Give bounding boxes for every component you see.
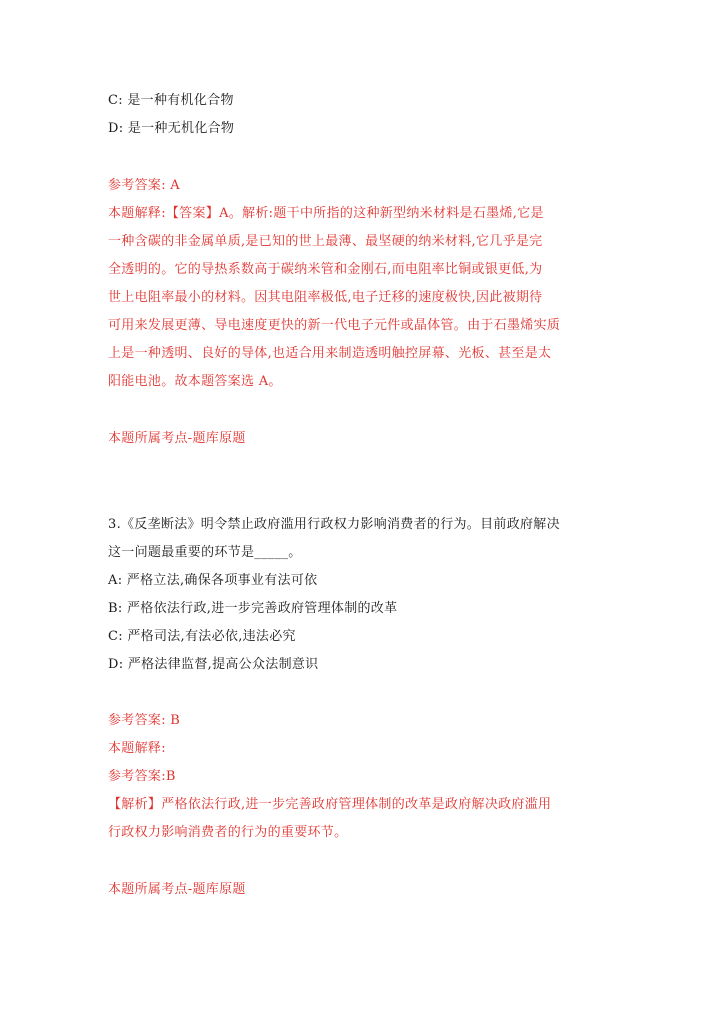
category-label: 本题所属考点-题库原题 bbox=[108, 431, 246, 446]
explanation-line: 上是一种透明、良好的导体,也适合用来制造透明触控屏幕、光板、甚至是太 bbox=[108, 346, 552, 361]
analysis-line: 行政权力影响消费者的行为的重要环节。 bbox=[108, 825, 348, 840]
explanation-line: 一种含碳的非金属单质,是已知的世上最薄、最坚硬的纳米材料,它几乎是完 bbox=[108, 234, 543, 249]
category-label: 本题所属考点-题库原题 bbox=[108, 882, 246, 897]
explanation-line: 可用来发展更薄、导电速度更快的新一代电子元件或晶体管。由于石墨烯实质 bbox=[108, 318, 561, 333]
analysis-line: 【解析】严格依法行政,进一步完善政府管理体制的改革是政府解决政府滥用 bbox=[108, 797, 552, 812]
option-c: C: 是一种有机化合物 bbox=[108, 93, 234, 108]
question-stem-line: 3.《反垄断法》明令禁止政府滥用行政权力影响消费者的行为。目前政府解决 bbox=[108, 517, 560, 532]
explanation-line: 阳能电池。故本题答案选 A。 bbox=[108, 374, 282, 389]
option-c: C: 严格司法,有法必依,违法必究 bbox=[108, 629, 296, 644]
answer-label: 参考答案: A bbox=[108, 178, 181, 193]
answer-repeat: 参考答案:B bbox=[108, 769, 176, 784]
option-d: D: 是一种无机化合物 bbox=[108, 121, 235, 136]
answer-label: 参考答案: B bbox=[108, 713, 181, 728]
explanation-line: 本题解释:【答案】A。解析:题干中所指的这种新型纳米材料是石墨烯,它是 bbox=[108, 206, 544, 221]
explanation-line: 世上电阻率最小的材料。因其电阻率极低,电子迁移的速度极快,因此被期待 bbox=[108, 290, 543, 305]
question-stem-line: 这一问题最重要的环节是_____。 bbox=[108, 545, 302, 560]
option-a: A: 严格立法,确保各项事业有法可依 bbox=[108, 573, 318, 588]
explanation-line: 全透明的。它的导热系数高于碳纳米管和金刚石,而电阻率比铜或银更低,为 bbox=[108, 262, 543, 277]
explanation-label: 本题解释: bbox=[108, 741, 166, 756]
option-d: D: 严格法律监督,提高公众法制意识 bbox=[108, 657, 319, 672]
option-b: B: 严格依法行政,进一步完善政府管理体制的改革 bbox=[108, 601, 398, 616]
